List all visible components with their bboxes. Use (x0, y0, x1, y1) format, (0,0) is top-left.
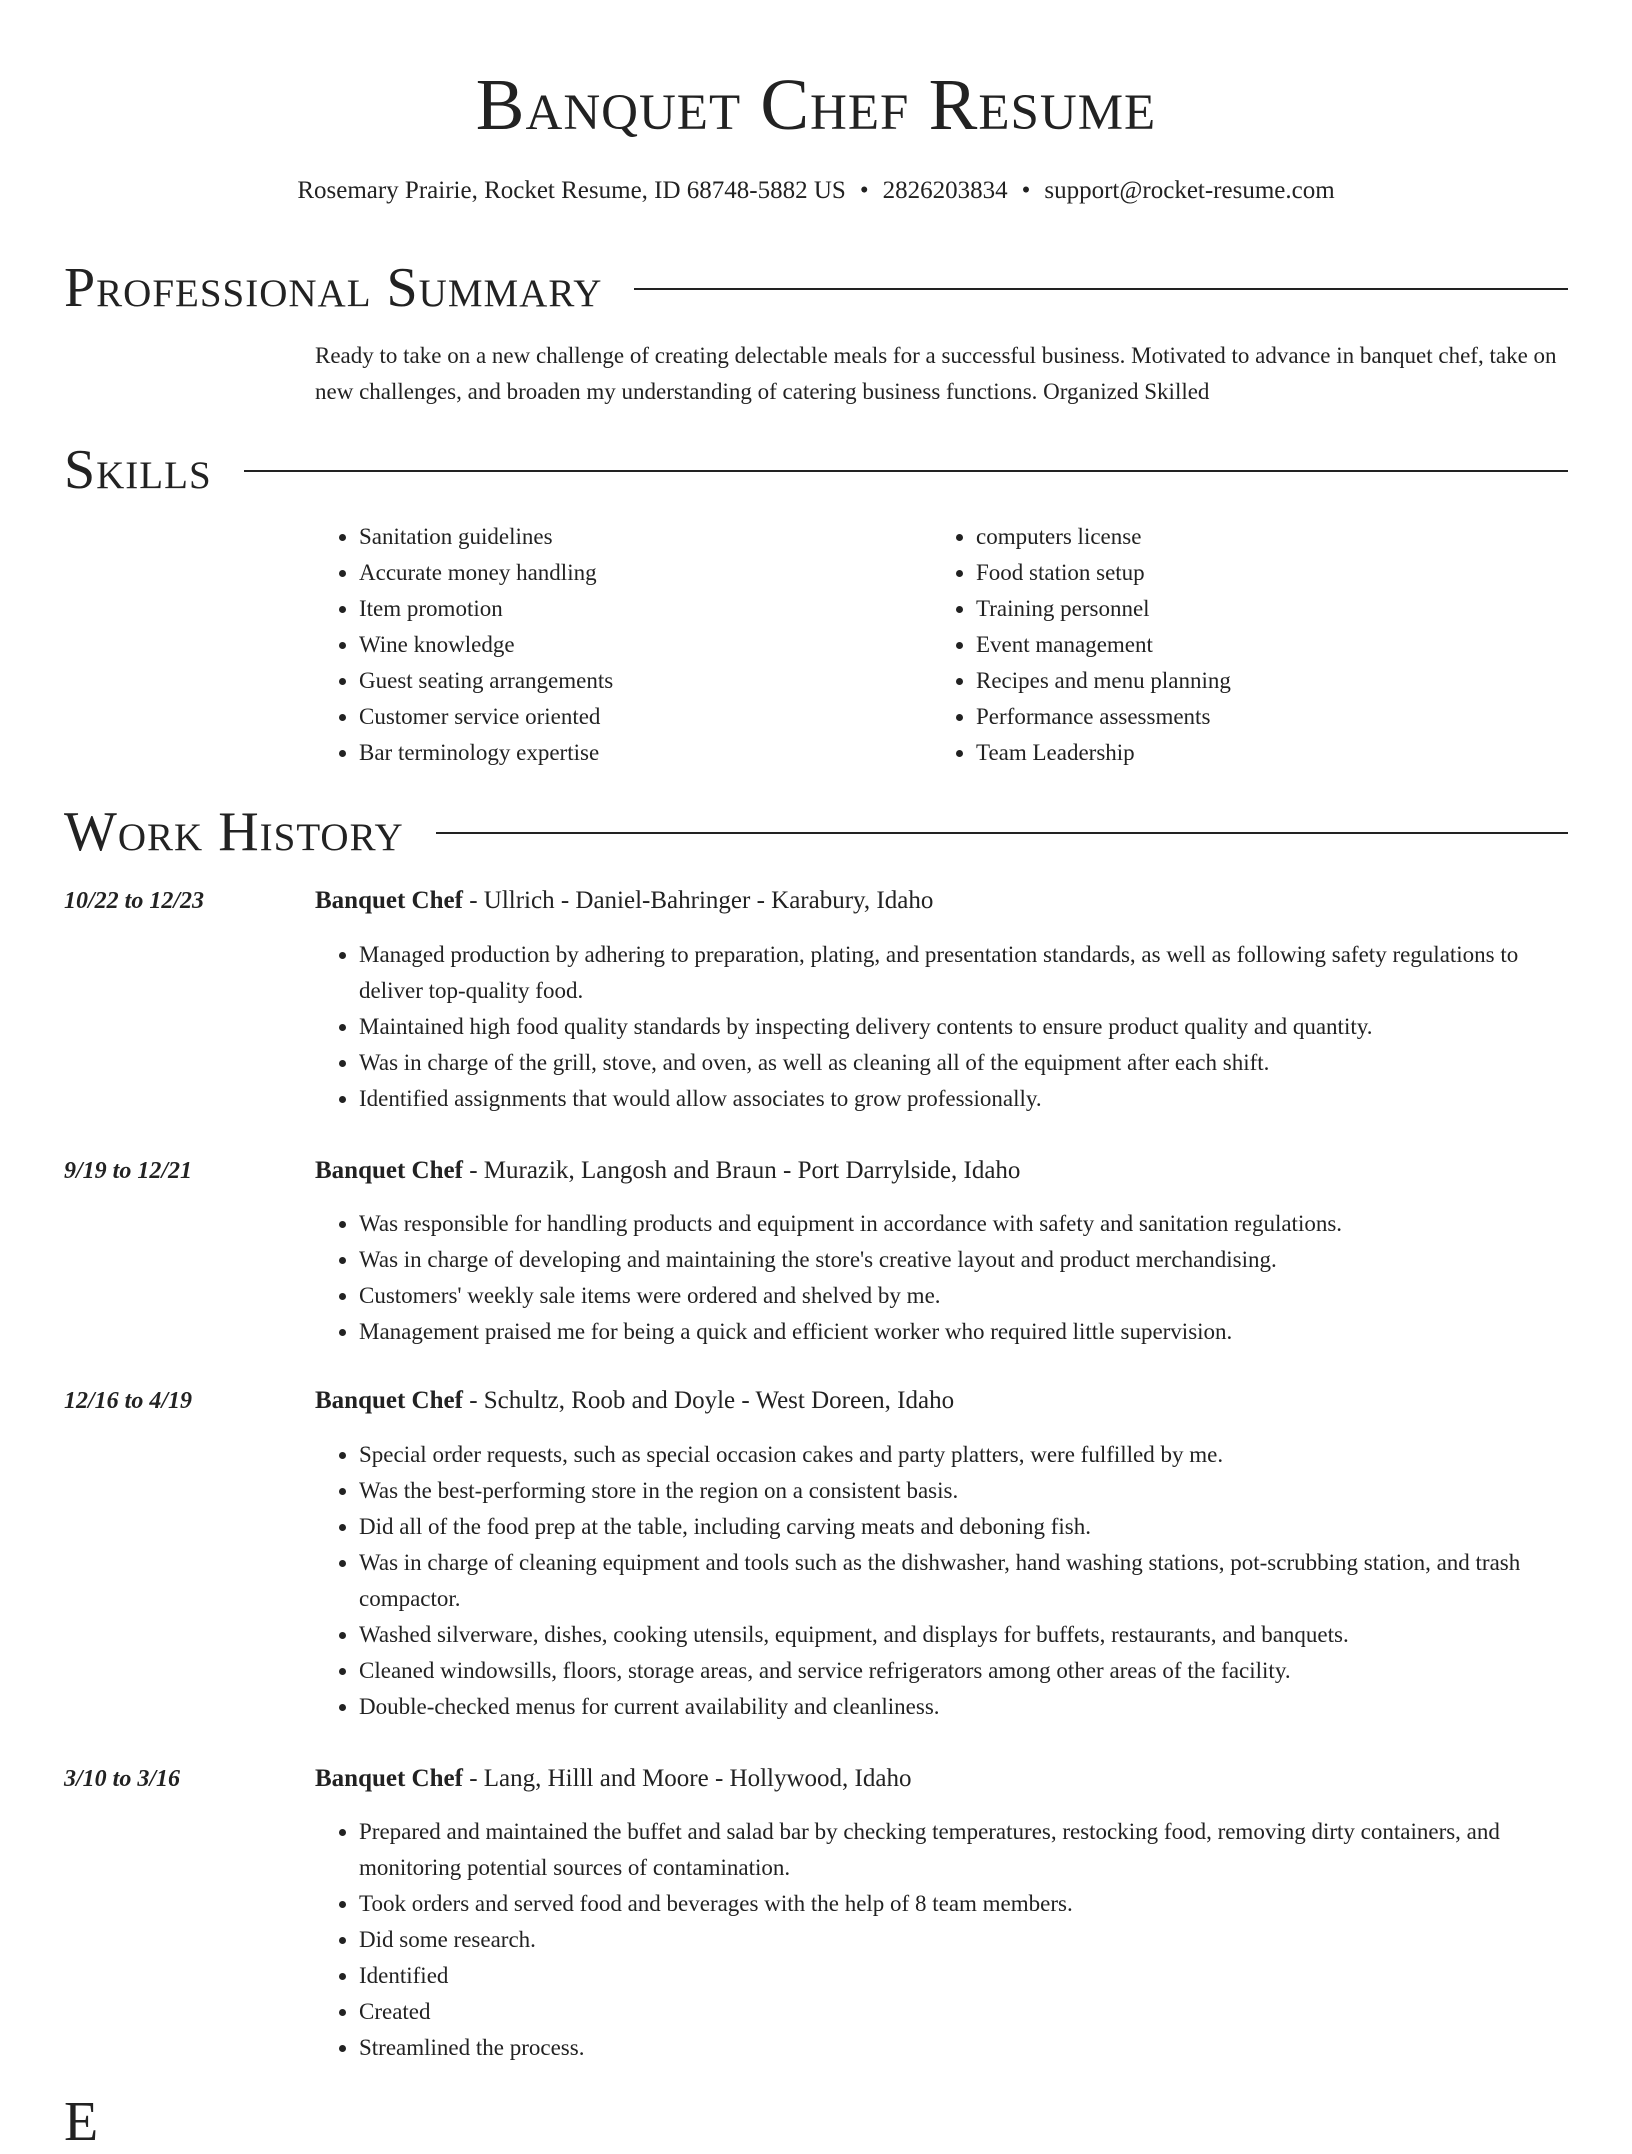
job-bullets (315, 1206, 1568, 1350)
job-bullet: • Created (359, 1994, 1568, 2030)
job-bullet: • Cleaned windowsills, floors, storage areas, and service refrigerators among other areas of the facility. (359, 1653, 1568, 1689)
section-divider (634, 288, 1568, 290)
job-bullet: • Was the best-performing store in the region on a consistent basis. (359, 1473, 1568, 1509)
job-bullet: • Identified assignments that would allow associates to grow professionally. (359, 1081, 1568, 1117)
skill-item: • Recipes and menu planning (976, 663, 1549, 699)
job-bullets (315, 1437, 1568, 1725)
contact-separator: • (859, 177, 869, 204)
skills-heading: Skills (64, 439, 212, 501)
job-role: Banquet Chef (315, 887, 463, 914)
job-heading (315, 1153, 1020, 1189)
skill-item: • Food station setup (976, 555, 1549, 591)
skills-list-right (932, 519, 1549, 771)
skill-item: • Event management (976, 627, 1549, 663)
job-bullet: • Customers' weekly sale items were ordered and shelved by me. (359, 1278, 1568, 1314)
job-bullet: • Took orders and served food and beverages with the help of 8 team members. (359, 1886, 1568, 1922)
skill-item: • Sanitation guidelines (359, 519, 932, 555)
job-bullet: • Was in charge of cleaning equipment and tools such as the dishwasher, hand washing stations, pot-scrubbing station, and trash compactor. (359, 1545, 1568, 1617)
work-section-header (64, 800, 1568, 864)
contact-phone: 2826203834 (882, 177, 1008, 204)
next-section-heading: E (64, 2091, 99, 2153)
skill-item: • Wine knowledge (359, 627, 932, 663)
resume-title: Banquet Chef Resume (475, 64, 1157, 145)
job-bullet: • Washed silverware, dishes, cooking utensils, equipment, and displays for buffets, restaurants, and banquets. (359, 1617, 1568, 1653)
job-heading (315, 883, 933, 919)
job-bullet: • Identified (359, 1958, 1568, 1994)
summary-heading: Professional Summary (64, 257, 603, 319)
contact-separator: • (1021, 177, 1031, 204)
job-heading (315, 1761, 911, 1797)
skill-item: • Bar terminology expertise (359, 735, 932, 771)
job-role: Banquet Chef (315, 1765, 463, 1792)
job-company: - Lang, Hilll and Moore - Hollywood, Idaho (462, 1765, 912, 1792)
job-role: Banquet Chef (315, 1387, 463, 1414)
job-bullet: • Maintained high food quality standards by inspecting delivery contents to ensure product quality and quantity. (359, 1009, 1568, 1045)
job-bullet: • Was in charge of developing and maintaining the store's creative layout and product merchandising. (359, 1242, 1568, 1278)
job-bullets (315, 937, 1568, 1117)
job-bullet: • Prepared and maintained the buffet and salad bar by checking temperatures, restocking food, removing dirty containers, and monitoring potential sources of contamination. (359, 1814, 1568, 1886)
skill-item: • Team Leadership (976, 735, 1549, 771)
job-heading (315, 1383, 954, 1419)
job-company: - Schultz, Roob and Doyle - West Doreen, Idaho (462, 1387, 955, 1414)
job-bullets (315, 1814, 1568, 2066)
job-bullet: • Double-checked menus for current availability and cleanliness. (359, 1689, 1568, 1725)
job-bullet: • Management praised me for being a quick and efficient worker who required little supervision. (359, 1314, 1568, 1350)
skills-columns (315, 519, 1570, 771)
skills-list-left (315, 519, 932, 771)
job-bullet: • Was in charge of the grill, stove, and oven, as well as cleaning all of the equipment after each shift. (359, 1045, 1568, 1081)
job-company: - Ullrich - Daniel-Bahringer - Karabury, Idaho (462, 887, 934, 914)
job-bullet: • Was responsible for handling products and equipment in accordance with safety and sanitation regulations. (359, 1206, 1568, 1242)
skills-section-header (64, 438, 1568, 502)
section-divider (436, 832, 1568, 834)
job-dates: 9/19 to 12/21 (64, 1158, 193, 1184)
job-dates: 12/16 to 4/19 (64, 1388, 193, 1414)
skill-item: • Customer service oriented (359, 699, 932, 735)
summary-section-header (64, 256, 1568, 320)
work-heading: Work History (64, 801, 404, 863)
job-bullet: • Did all of the food prep at the table, including carving meats and deboning fish. (359, 1509, 1568, 1545)
section-divider (244, 470, 1568, 472)
job-bullet: • Did some research. (359, 1922, 1568, 1958)
skill-item: • Performance assessments (976, 699, 1549, 735)
skill-item: • computers license (976, 519, 1549, 555)
job-dates: 10/22 to 12/23 (64, 888, 205, 914)
job-bullet: • Managed production by adhering to preparation, plating, and presentation standards, as well as following safety regulations to deliver top-quality food. (359, 937, 1568, 1009)
contact-email: support@rocket-resume.com (1044, 177, 1335, 204)
summary-text: Ready to take on a new challenge of creating delectable meals for a successful business. Motivated to advance in banquet chef, take on new challenges, and broaden my understanding of catering business functions. Organized Skilled (315, 343, 1557, 404)
job-bullet: • Streamlined the process. (359, 2030, 1568, 2066)
skill-item: • Training personnel (976, 591, 1549, 627)
job-bullet: • Special order requests, such as special occasion cakes and party platters, were fulfilled by me. (359, 1437, 1568, 1473)
job-company: - Murazik, Langosh and Braun - Port Darrylside, Idaho (462, 1157, 1021, 1184)
skill-item: • Accurate money handling (359, 555, 932, 591)
job-role: Banquet Chef (315, 1157, 463, 1184)
contact-address: Rosemary Prairie, Rocket Resume, ID 68748-5882 US (297, 177, 846, 204)
skill-item: • Guest seating arrangements (359, 663, 932, 699)
contact-line (0, 174, 1632, 208)
job-dates: 3/10 to 3/16 (64, 1766, 181, 1792)
skill-item: • Item promotion (359, 591, 932, 627)
